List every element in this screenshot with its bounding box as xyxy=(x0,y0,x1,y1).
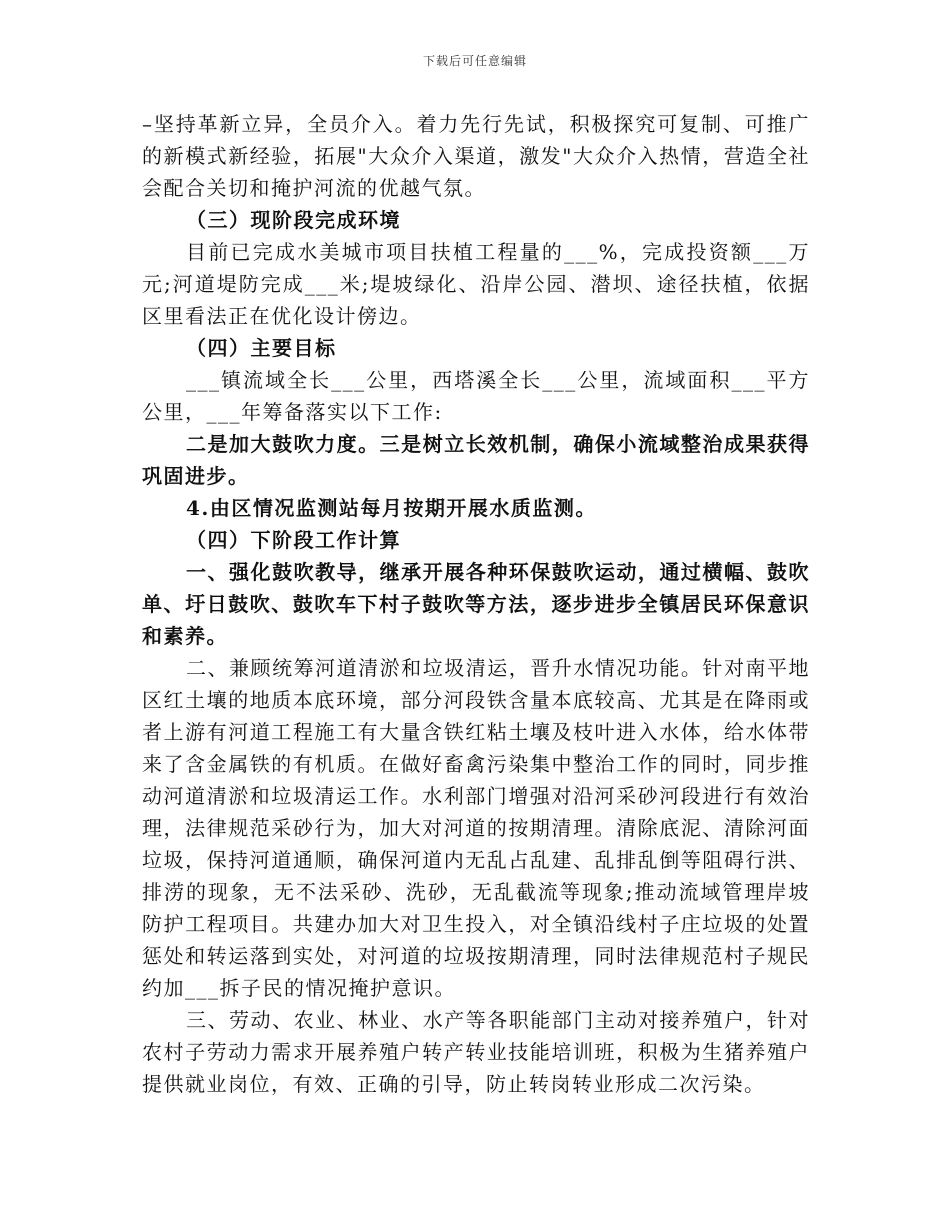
section-heading-main-goals: （四）主要目标 xyxy=(186,336,337,360)
page-header: 下载后可任意编辑 xyxy=(422,54,527,68)
document-body xyxy=(142,108,810,1100)
paragraph-item-two: 二、兼顾统筹河道清淤和垃圾清运，晋升水情况功能。针对南平地区红土壤的地质本底环境，部分河段铁含量本底较高、尤其是在降雨或者上游有河道工程施工有大量含铁红粘土壤及枝叶进入水体，给水体带来了含金属铁的有机质。在做好畜禽污染集中整治工作的同时，同步推动河道清淤和垃圾清运工作。水利部门增强对沿河采砂河段进行有效治理，法律规范采砂行为，加大对河道的按期清理。清除底泥、清除河面垃圾，保持河道通顺，确保河道内无乱占乱建、乱排乱倒等阻碍行洪、排涝的现象，无不法采砂、洗砂，无乱截流等现象;推动流域管理岸坡防护工程项目。共建办加大对卫生投入，对全镇沿线村子庄垃圾的处置惩处和转运落到实处，对河道的垃圾按期清理，同时法律规范村子规民约加___拆子民的情况掩护意识。 xyxy=(142,656,810,1000)
section-heading-next-stage: （四）下阶段工作计算 xyxy=(186,528,401,552)
paragraph-watershed: ___镇流域全长___公里，西塔溪全长___公里，流域面积___平方公里，___年筹备落实以下工作: xyxy=(142,368,810,424)
paragraph-progress: 目前已完成水美城市项目扶植工程量的___%，完成投资额___万元;河道堤防完成___米;堤坡绿化、沿岸公园、潜坝、途径扶植，依据区里看法正在优化设计傍边。 xyxy=(142,240,810,328)
paragraph-publicity-mechanism: 二是加大鼓吹力度。三是树立长效机制，确保小流域整治成果获得巩固进步。 xyxy=(142,432,810,488)
section-heading-current-stage: （三）现阶段完成环境 xyxy=(186,208,401,232)
paragraph-item-one: 一、强化鼓吹教导，继承开展各种环保鼓吹运动，通过横幅、鼓吹单、圩日鼓吹、鼓吹车下村子鼓吹等方法，逐步进步全镇居民环保意识和素养。 xyxy=(142,560,810,648)
paragraph-monitoring: 4.由区情况监测站每月按期开展水质监测。 xyxy=(186,496,597,520)
paragraph-innovation: –坚持革新立异，全员介入。着力先行先试，积极探究可复制、可推广的新模式新经验，拓展"大众介入渠道，激发"大众介入热情，营造全社会配合关切和掩护河流的优越气氛。 xyxy=(142,112,810,200)
paragraph-item-three: 三、劳动、农业、林业、水产等各职能部门主动对接养殖户，针对农村子劳动力需求开展养殖户转产转业技能培训班，积极为生猪养殖户提供就业岗位，有效、正确的引导，防止转岗转业形成二次污染。 xyxy=(142,1008,810,1096)
